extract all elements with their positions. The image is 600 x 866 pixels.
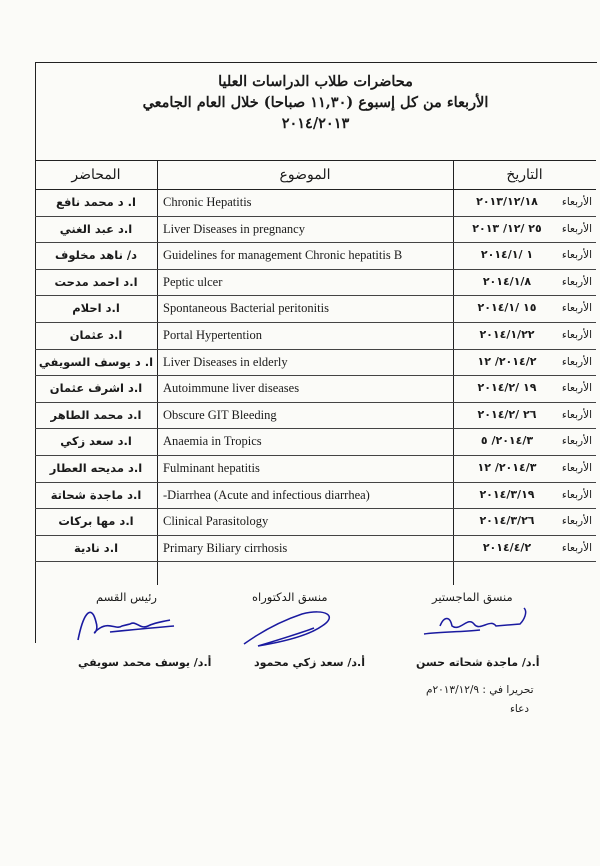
doctorate-name: أ.د/ سعد زكي محمود bbox=[254, 656, 365, 669]
date-cell: ٢٠١٤/٣/٢٦ bbox=[479, 514, 535, 528]
topic-cell: Primary Biliary cirrhosis bbox=[163, 540, 288, 555]
day-cell: الأربعاء bbox=[561, 515, 592, 528]
date-cell: ١٥ /٢٠١٤/١ bbox=[477, 301, 537, 315]
day-cell: الأربعاء bbox=[561, 541, 592, 554]
table-row bbox=[35, 322, 596, 350]
date-cell: ٢٦ /٢٠١٤/٢ bbox=[477, 407, 537, 421]
head-label: رئيس القسم bbox=[96, 590, 157, 604]
signature-masters bbox=[420, 602, 540, 642]
header-date: التاريخ bbox=[506, 167, 543, 183]
table-row bbox=[35, 189, 596, 217]
table-row bbox=[35, 428, 596, 456]
lecturer-cell: ا.د مها بركات bbox=[58, 514, 134, 529]
lecturer-cell: ا.د ماجدة شحاتة bbox=[50, 487, 142, 502]
lecturer-cell: ا. د محمد نافع bbox=[55, 195, 136, 209]
lecturer-cell: ا.د عبد الغني bbox=[59, 221, 133, 236]
topic-cell: Portal Hypertention bbox=[163, 328, 262, 342]
lecturer-cell: ا.د احلام bbox=[72, 301, 120, 316]
masters-name: أ.د/ ماجدة شحاته حسن bbox=[416, 656, 540, 669]
table-row bbox=[35, 242, 596, 270]
date-cell: ٢٠١٤/٤/٢ bbox=[482, 540, 532, 554]
lecturer-cell: ا.د نادية bbox=[73, 540, 119, 555]
signature-doctorate bbox=[238, 604, 348, 652]
table-row bbox=[35, 269, 596, 297]
topic-cell: Liver Diseases in pregnancy bbox=[163, 221, 305, 236]
day-cell: الأربعاء bbox=[561, 196, 592, 208]
topic-cell: Liver Diseases in elderly bbox=[163, 354, 288, 369]
table-row bbox=[35, 482, 596, 510]
day-cell: الأربعاء bbox=[561, 249, 592, 262]
lecturer-cell: ا.د مديحه العطار bbox=[49, 461, 143, 475]
table-header bbox=[35, 160, 596, 190]
topic-cell: Clinical Parasitology bbox=[163, 514, 269, 529]
topic-cell: Peptic ulcer bbox=[163, 274, 223, 289]
date-cell: ٢٠١٤/١/٢٢ bbox=[479, 328, 535, 341]
lecturer-cell: ا.د محمد الطاهر bbox=[50, 407, 142, 422]
topic-cell: Autoimmune liver diseases bbox=[163, 381, 300, 396]
date-cell: ١ /٢٠١٤/١ bbox=[480, 248, 534, 262]
table-row bbox=[35, 402, 596, 430]
topic-cell: Chronic Hepatitis bbox=[163, 195, 252, 209]
lecturer-cell: د/ ناهد مخلوف bbox=[54, 248, 138, 263]
table-row bbox=[35, 375, 596, 403]
page-title: محاضرات طلاب الدراسات العليا bbox=[218, 73, 413, 90]
lecturer-cell: ا.د احمد مدحت bbox=[54, 274, 138, 289]
topic-cell: Guidelines for management Chronic hepatitis B bbox=[163, 248, 403, 263]
table-row bbox=[35, 455, 596, 483]
lecturer-cell: ا.د عثمان bbox=[69, 328, 123, 342]
table-row bbox=[35, 535, 596, 563]
date-cell: ٢٠١٤/١/٨ bbox=[482, 274, 532, 288]
written-date: تحريرا في : ٢٠١٣/١٢/٩م bbox=[426, 684, 534, 696]
date-cell: ٢٠١٤/٢/ ١٢ bbox=[477, 354, 537, 368]
day-cell: الأربعاء bbox=[561, 488, 592, 501]
lecturer-cell: ا.د سعد زكي bbox=[60, 434, 132, 449]
day-cell: الأربعاء bbox=[561, 302, 592, 315]
date-cell: ٢٠١٣/١٢/١٨ bbox=[476, 195, 538, 208]
day-cell: الأربعاء bbox=[561, 408, 592, 421]
day-cell: الأربعاء bbox=[561, 435, 592, 448]
head-name: أ.د/ يوسف محمد سويفي bbox=[78, 656, 212, 669]
lecturer-cell: ا.د اشرف عثمان bbox=[49, 381, 143, 396]
topic-cell: Obscure GIT Bleeding bbox=[163, 407, 277, 422]
date-cell: ٢٠١٤/٣/١٩ bbox=[479, 487, 535, 501]
topic-cell: Anaemia in Tropics bbox=[163, 434, 262, 449]
date-cell: ٢٠١٤/٣/ ١٢ bbox=[477, 461, 537, 474]
topic-cell: Spontaneous Bacterial peritonitis bbox=[163, 301, 329, 316]
lecturer-cell: ا. د يوسف السويفي bbox=[38, 354, 154, 369]
day-cell: الأربعاء bbox=[561, 355, 592, 368]
date-cell: ٢٠١٤/٣/ ٥ bbox=[480, 434, 534, 448]
topic-cell: Fulminant hepatitis bbox=[163, 461, 260, 475]
table-row bbox=[35, 216, 596, 244]
day-cell: الأربعاء bbox=[561, 382, 592, 395]
page-subtitle: الأربعاء من كل إسبوع (١١,٣٠ صباحا) خلال العام الجامعي bbox=[142, 94, 489, 111]
signature-head bbox=[70, 600, 190, 645]
day-cell: الأربعاء bbox=[561, 329, 592, 341]
academic-year: ٢٠١٤/٢٠١٣ bbox=[281, 115, 350, 132]
header-topic: الموضوع bbox=[279, 167, 331, 183]
topic-cell: -Diarrhea (Acute and infectious diarrhea) bbox=[163, 487, 370, 502]
day-cell: الأربعاء bbox=[561, 222, 592, 235]
masters-label: منسق الماجستير bbox=[432, 590, 513, 604]
table-row bbox=[35, 295, 596, 323]
doctorate-label: منسق الدكتوراه bbox=[252, 590, 328, 604]
typist: دعاء bbox=[510, 703, 530, 715]
table-row bbox=[35, 508, 596, 536]
date-cell: ٢٥ /١٢/ ٢٠١٣ bbox=[472, 221, 542, 235]
table-row bbox=[35, 349, 596, 377]
header-lecturer: المحاضر bbox=[71, 167, 121, 183]
date-cell: ١٩ /٢٠١٤/٢ bbox=[477, 381, 537, 395]
day-cell: الأربعاء bbox=[561, 462, 592, 474]
day-cell: الأربعاء bbox=[561, 275, 592, 288]
